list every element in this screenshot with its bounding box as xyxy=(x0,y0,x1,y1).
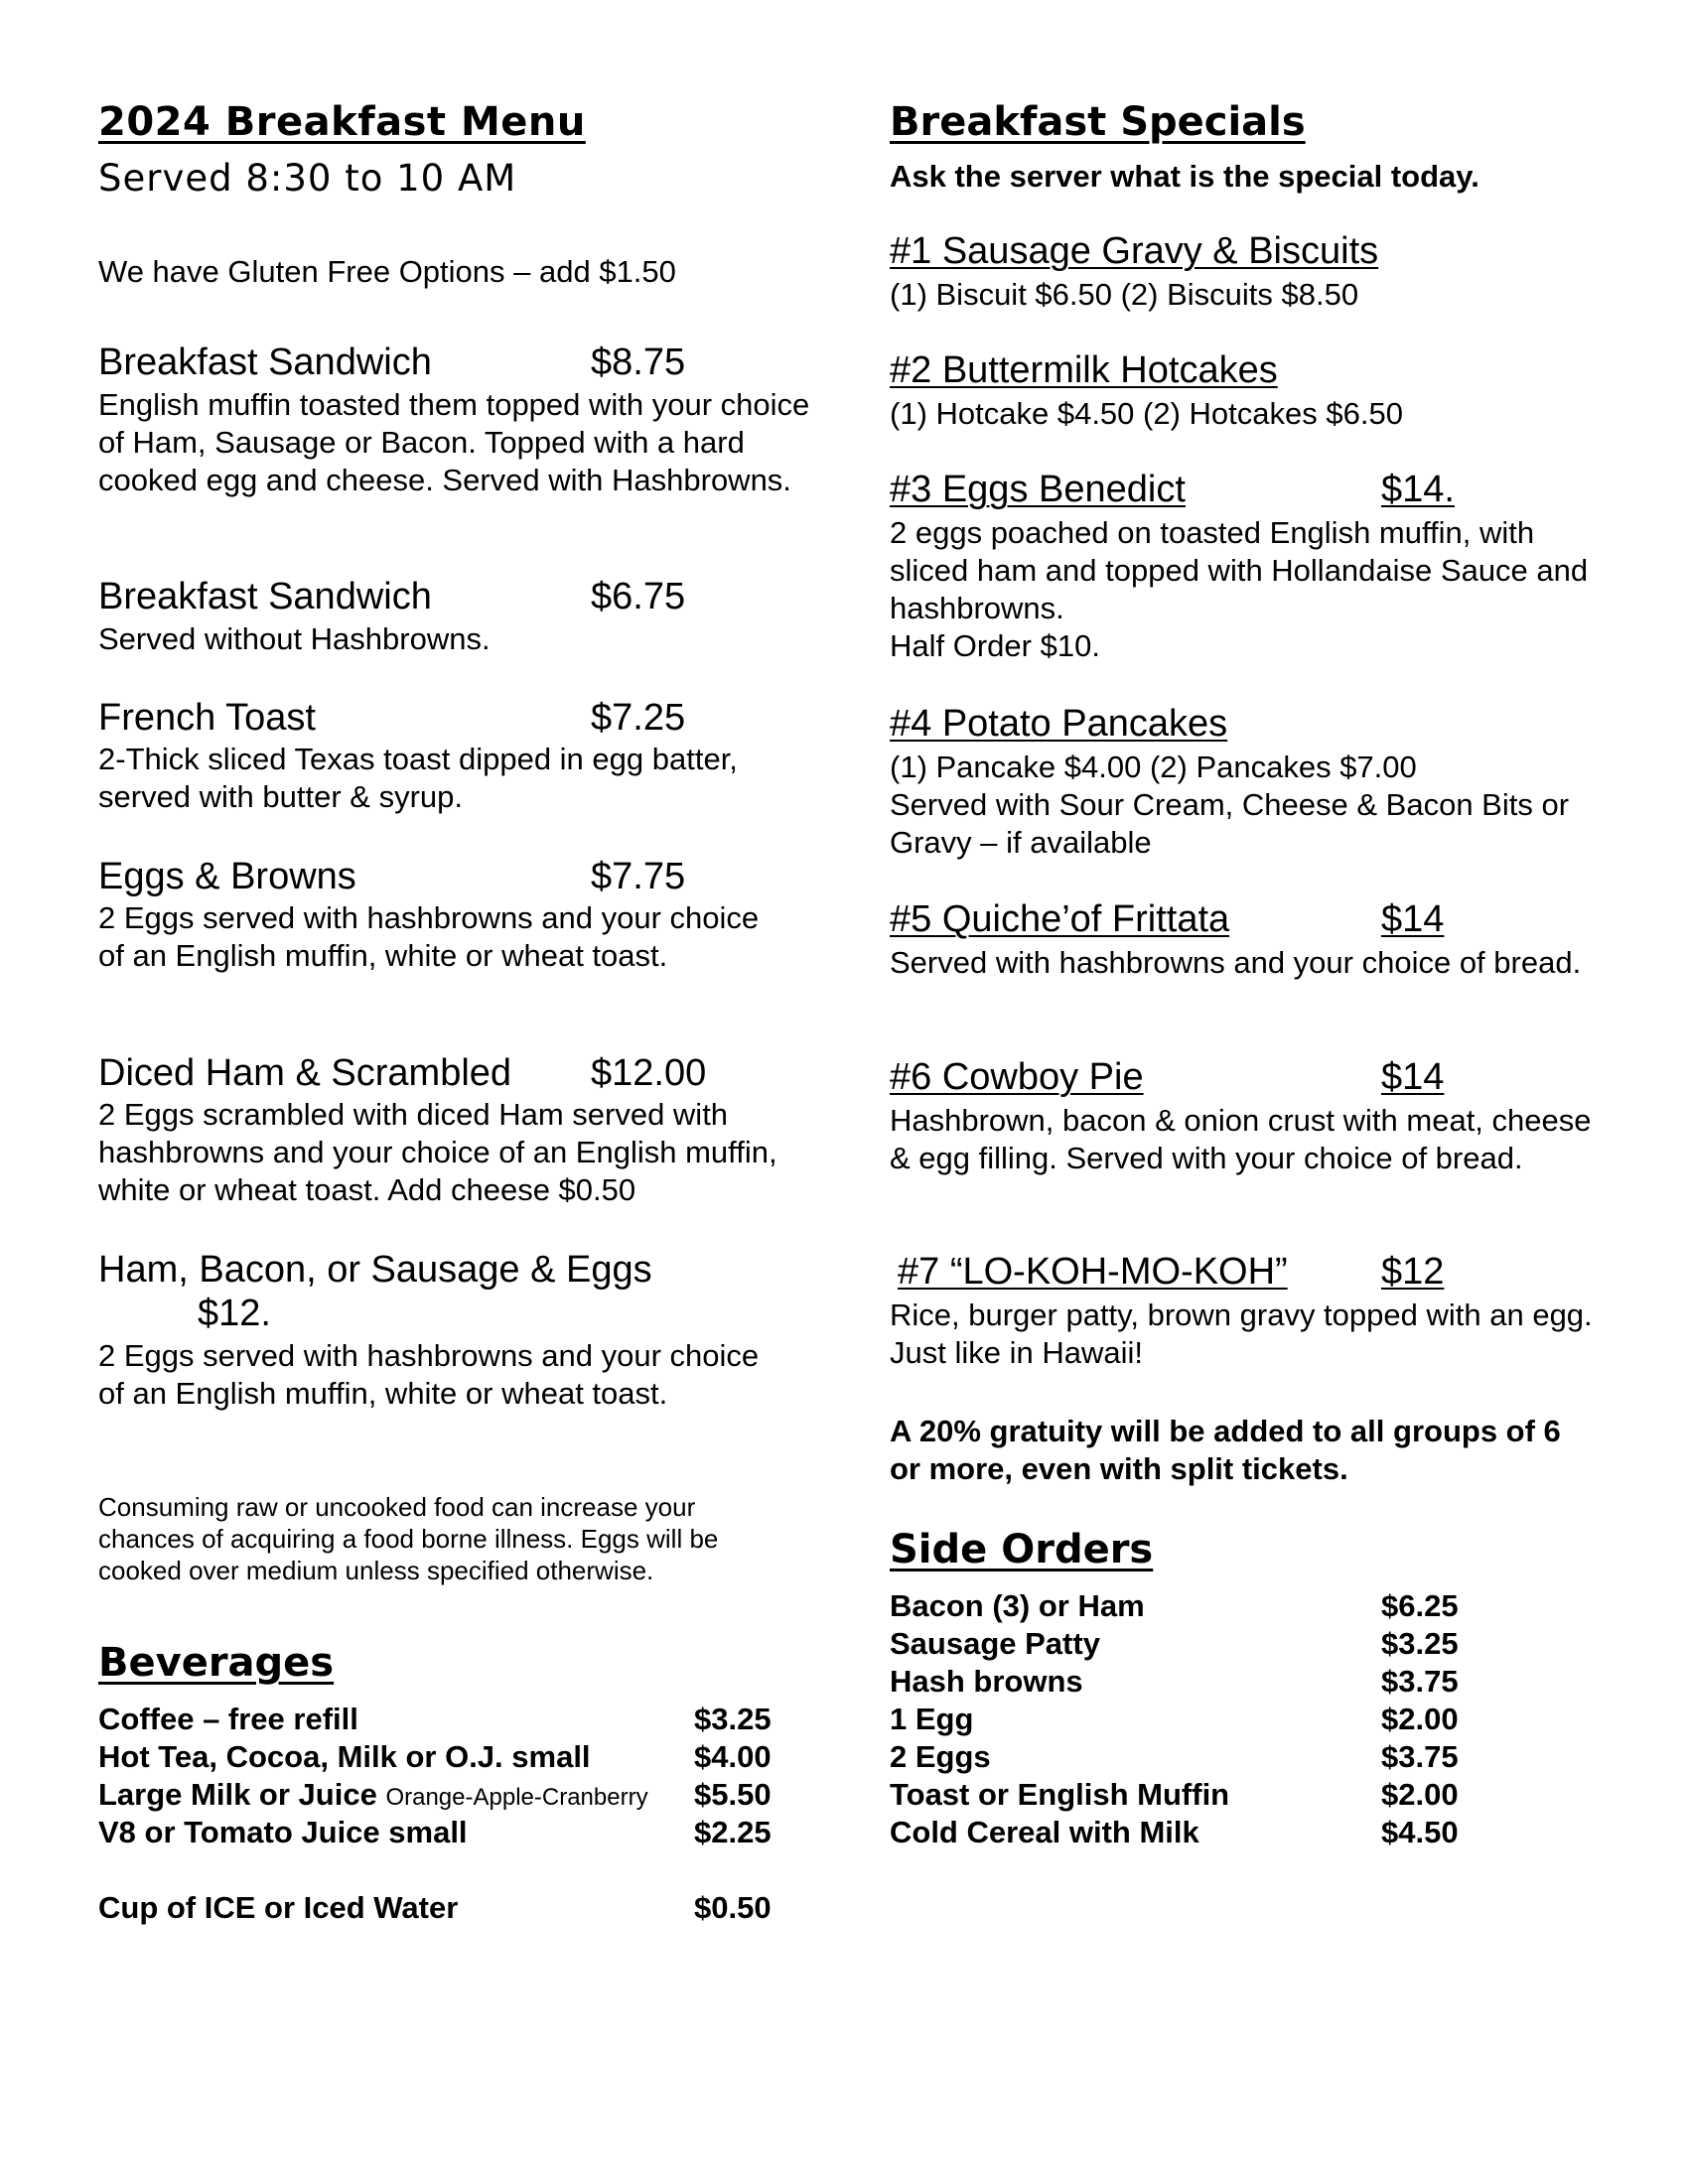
beverage-price: $5.50 xyxy=(694,1777,772,1812)
menu-item-price: $12. xyxy=(198,1293,271,1334)
menu-item-name: Breakfast Sandwich xyxy=(98,341,432,383)
menu-item-desc: 2 Eggs served with hashbrowns and your choice of an English muffin, white or wheat toast. xyxy=(98,1338,760,1411)
gluten-free-note: We have Gluten Free Options – add $1.50 xyxy=(98,254,676,289)
menu-title: 2024 Breakfast Menu xyxy=(98,99,586,145)
menu-item-desc: 2 Eggs served with hashbrowns and your choice of an English muffin, white or wheat toast. xyxy=(98,900,760,973)
menu-item-name: Diced Ham & Scrambled xyxy=(98,1052,512,1094)
special-desc: Hashbrown, bacon & onion crust with meat, cheese & egg filling. Served with your choice of bread. xyxy=(890,1103,1592,1175)
menu-item-name: Ham, Bacon, or Sausage & Eggs xyxy=(98,1249,652,1291)
menu-item-name: Eggs & Browns xyxy=(98,856,356,897)
beverage-name: Large Milk or Juice Orange-Apple-Cranberry xyxy=(98,1777,648,1812)
special-name: #1 Sausage Gravy & Biscuits xyxy=(890,230,1379,272)
side-name: Bacon (3) or Ham xyxy=(890,1588,1145,1623)
side-price: $4.50 xyxy=(1381,1815,1459,1849)
specials-title: Breakfast Specials xyxy=(890,99,1306,145)
beverage-name: Coffee – free refill xyxy=(98,1702,358,1736)
menu-item-price: $6.75 xyxy=(591,576,686,617)
special-extra: Half Order $10. xyxy=(890,628,1100,663)
menu-item-desc: 2-Thick sliced Texas toast dipped in egg batter, served with butter & syrup. xyxy=(98,742,738,814)
gratuity-note: A 20% gratuity will be added to all groups of 6 or more, even with split tickets. xyxy=(890,1414,1561,1486)
ice-name: Cup of ICE or Iced Water xyxy=(98,1890,459,1925)
menu-item-price: $12.00 xyxy=(591,1052,707,1094)
special-extra: Served with Sour Cream, Cheese & Bacon Bits or Gravy – if available xyxy=(890,787,1570,860)
special-desc: 2 eggs poached on toasted English muffin, with sliced ham and topped with Hollandaise Sauce and hashbrowns. xyxy=(890,515,1589,625)
beverage-price: $2.25 xyxy=(694,1815,772,1849)
menu-item-price: $8.75 xyxy=(591,341,686,383)
side-name: Hash browns xyxy=(890,1664,1083,1699)
beverage-price: $3.25 xyxy=(694,1702,772,1736)
side-price: $2.00 xyxy=(1381,1702,1459,1736)
side-name: Cold Cereal with Milk xyxy=(890,1815,1199,1849)
special-name: #2 Buttermilk Hotcakes xyxy=(890,349,1278,391)
special-desc: (1) Biscuit $6.50 (2) Biscuits $8.50 xyxy=(890,277,1359,312)
special-desc: (1) Pancake $4.00 (2) Pancakes $7.00 xyxy=(890,750,1417,784)
special-name: #6 Cowboy Pie xyxy=(890,1056,1144,1098)
special-name: #5 Quiche’of Frittata xyxy=(890,898,1230,940)
special-desc: Rice, burger patty, brown gravy topped with an egg. Just like in Hawaii! xyxy=(890,1297,1593,1370)
side-name: 1 Egg xyxy=(890,1702,974,1736)
special-desc: Served with hashbrowns and your choice of bread. xyxy=(890,945,1582,980)
special-desc: (1) Hotcake $4.50 (2) Hotcakes $6.50 xyxy=(890,396,1403,431)
beverage-name: Hot Tea, Cocoa, Milk or O.J. small xyxy=(98,1739,591,1774)
specials-ask: Ask the server what is the special today. xyxy=(890,159,1479,194)
menu-item-desc: 2 Eggs scrambled with diced Ham served with hashbrowns and your choice of an English muffin, white or wheat toast. Add cheese $0.50 xyxy=(98,1097,777,1207)
menu-item-desc: Served without Hashbrowns. xyxy=(98,621,491,656)
menu-item-name: French Toast xyxy=(98,697,316,739)
side-price: $2.00 xyxy=(1381,1777,1459,1812)
special-price: $14 xyxy=(1381,898,1445,940)
side-name: 2 Eggs xyxy=(890,1739,991,1774)
sides-title: Side Orders xyxy=(890,1527,1154,1572)
served-hours: Served 8:30 to 10 AM xyxy=(98,157,517,200)
menu-item-desc: English muffin toasted them topped with your choice of Ham, Sausage or Bacon. Topped with a hard cooked egg and cheese. Served with Hashbrowns. xyxy=(98,387,810,497)
beverages-title: Beverages xyxy=(98,1640,335,1686)
ice-price: $0.50 xyxy=(694,1890,772,1925)
special-name: #3 Eggs Benedict xyxy=(890,469,1186,510)
special-name: #4 Potato Pancakes xyxy=(890,703,1228,745)
menu-item-price: $7.75 xyxy=(591,856,686,897)
menu-item-name: Breakfast Sandwich xyxy=(98,576,432,617)
special-price: $14 xyxy=(1381,1056,1445,1098)
side-name: Toast or English Muffin xyxy=(890,1777,1230,1812)
side-name: Sausage Patty xyxy=(890,1626,1100,1661)
side-price: $3.75 xyxy=(1381,1664,1459,1699)
menu-item-price: $7.25 xyxy=(591,697,686,739)
side-price: $3.75 xyxy=(1381,1739,1459,1774)
side-price: $6.25 xyxy=(1381,1588,1459,1623)
special-price: $14. xyxy=(1381,469,1455,510)
special-name: #7 “LO-KOH-MO-KOH” xyxy=(898,1251,1288,1293)
food-safety-warning: Consuming raw or uncooked food can increase your chances of acquiring a food borne illness. Eggs will be cooked over medium unless specified otherwise. xyxy=(98,1492,719,1585)
beverage-name: V8 or Tomato Juice small xyxy=(98,1815,468,1849)
special-price: $12 xyxy=(1381,1251,1445,1293)
side-price: $3.25 xyxy=(1381,1626,1459,1661)
beverage-price: $4.00 xyxy=(694,1739,772,1774)
beverage-note: Orange-Apple-Cranberry xyxy=(385,1784,648,1811)
